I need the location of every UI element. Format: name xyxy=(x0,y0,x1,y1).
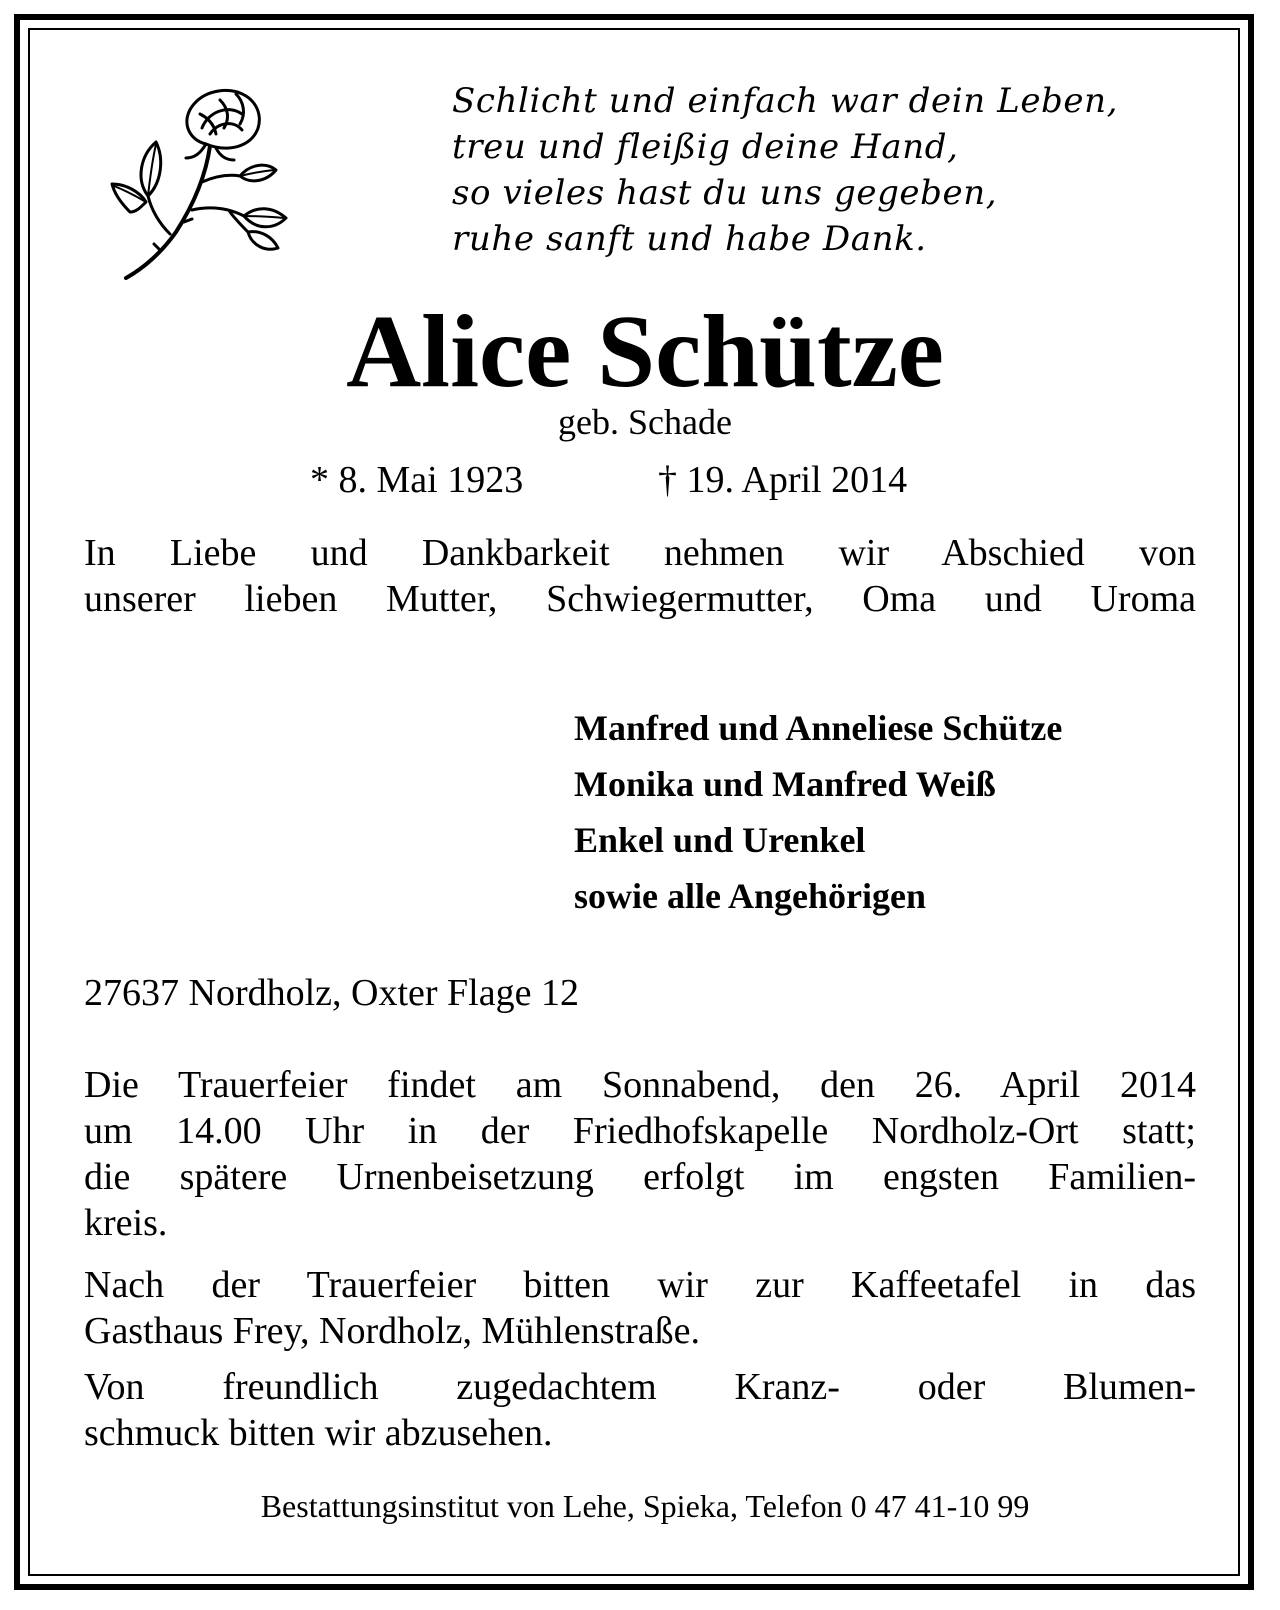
poem-line: Schlicht und einfach war dein Leben, xyxy=(452,81,1119,121)
farewell-text xyxy=(84,530,1196,622)
family-member: Manfred und Anneliese Schütze xyxy=(574,708,1063,748)
death-date: † 19. April 2014 xyxy=(658,459,908,501)
poem-verse xyxy=(452,78,1212,262)
rose-icon xyxy=(110,84,290,280)
flowers-line: schmuck bitten wir abzusehen. xyxy=(84,1412,553,1454)
funeral-home-footer: Bestattungsinstitut von Lehe, Spieka, Telefon 0 47 41-10 99 xyxy=(260,1488,1030,1524)
family-member: sowie alle Angehörigen xyxy=(574,876,926,916)
coffee-text xyxy=(84,1262,1196,1354)
maiden-name: geb. Schade xyxy=(558,402,732,442)
poem-line: so vieles hast du uns gegeben, xyxy=(452,173,998,213)
ceremony-line: um 14.00 Uhr in der Friedhofskapelle Nordholz-Ort statt; xyxy=(84,1110,1196,1152)
family-member: Monika und Manfred Weiß xyxy=(574,764,996,804)
flowers-line: Von freundlich zugedachtem Kranz- oder Blumen- xyxy=(84,1366,1196,1408)
poem-line: treu und fleißig deine Hand, xyxy=(452,127,959,167)
ceremony-line: die spätere Urnenbeisetzung erfolgt im engsten Familien- xyxy=(84,1156,1196,1198)
coffee-line: Nach der Trauerfeier bitten wir zur Kaffeetafel in das xyxy=(84,1264,1196,1306)
family-signatures xyxy=(574,700,1214,924)
poem-line: ruhe sanft und habe Dank. xyxy=(452,219,927,259)
ceremony-line: kreis. xyxy=(84,1202,168,1244)
flowers-text xyxy=(84,1364,1196,1456)
birth-date: * 8. Mai 1923 xyxy=(310,459,524,501)
family-member: Enkel und Urenkel xyxy=(574,820,866,860)
coffee-line: Gasthaus Frey, Nordholz, Mühlenstraße. xyxy=(84,1310,700,1352)
ceremony-line: Die Trauerfeier findet am Sonnabend, den 26. April 2014 xyxy=(84,1064,1196,1106)
address: 27637 Nordholz, Oxter Flage 12 xyxy=(84,972,579,1014)
ceremony-text xyxy=(84,1062,1196,1246)
deceased-name: Alice Schütze xyxy=(346,294,944,409)
farewell-line: unserer lieben Mutter, Schwiegermutter, Oma und Uroma xyxy=(84,578,1196,620)
farewell-line: In Liebe und Dankbarkeit nehmen wir Abschied von xyxy=(84,532,1196,574)
